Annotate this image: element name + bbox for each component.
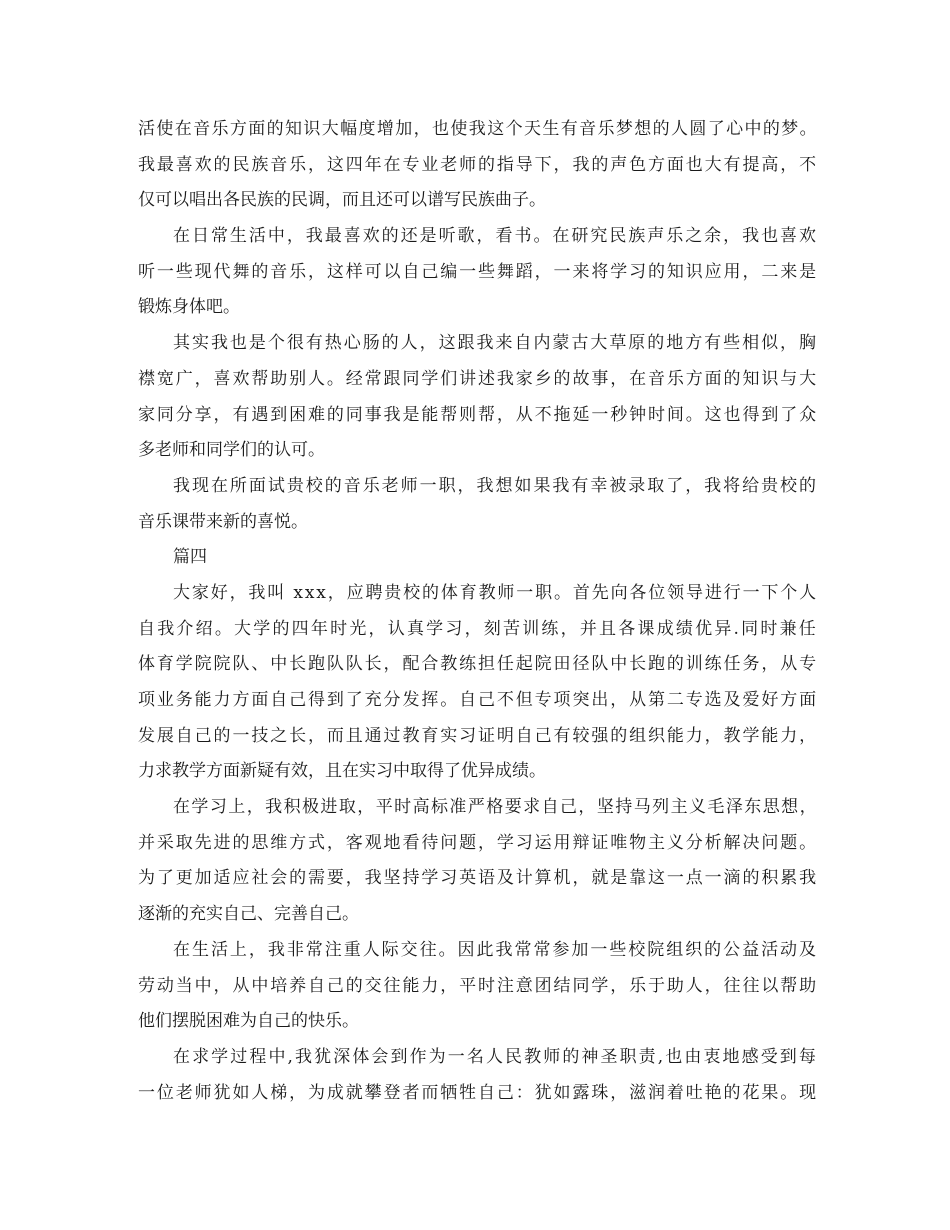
- text-line: 项业务能力方面自己得到了充分发挥。自己不但专项突出，从第二专选及爱好方面: [138, 690, 818, 710]
- text-line: 其实我也是个很有热心肠的人，这跟我来自内蒙古大草原的地方有些相似，胸: [173, 333, 818, 354]
- text-line: 我现在所面试贵校的音乐老师一职，我想如果我有幸被录取了，我将给贵校的: [173, 475, 818, 496]
- text-line: 劳动当中，从中培养自己的交往能力，平时注意团结同学，乐于助人，往往以帮助: [138, 975, 818, 996]
- text-line: 在学习上，我积极进取，平时高标准严格要求自己，坚持马列主义毛泽东思想，: [173, 797, 818, 818]
- text-line: 在日常生活中，我最喜欢的还是听歌，看书。在研究民族声乐之余，我也喜欢: [173, 226, 818, 247]
- text-line: 襟宽广，喜欢帮助别人。经常跟同学们讲述我家乡的故事，在音乐方面的知识与大: [138, 368, 818, 389]
- text-line: 为了更加适应社会的需要，我坚持学习英语及计算机，就是靠这一点一滴的积累我: [138, 868, 818, 889]
- text-line: 自我介绍。大学的四年时光，认真学习，刻苦训练，并且各课成绩优异.同时兼任: [138, 618, 818, 639]
- document-body: [138, 112, 818, 1111]
- text-line: 篇四: [173, 547, 207, 568]
- text-line: 在生活上，我非常注重人际交往。因此我常常参加一些校院组织的公益活动及: [173, 939, 818, 960]
- text-line: 在求学过程中,我犹深体会到作为一名人民教师的神圣职责,也由衷地感受到每: [173, 1046, 818, 1067]
- text-line: 音乐课带来新的喜悦。: [138, 511, 308, 532]
- text-line: 逐渐的充实自己、完善自己。: [138, 904, 359, 925]
- text-line: 仅可以唱出各民族的民调，而且还可以谱写民族曲子。: [138, 190, 546, 211]
- text-line: 发展自己的一技之长，而且通过教育实习证明自己有较强的组织能力，教学能力，: [138, 725, 818, 746]
- text-line: 锻炼身体吧。: [138, 297, 240, 318]
- text-line: 家同分享，有遇到困难的同事我是能帮则帮，从不拖延一秒钟时间。这也得到了众: [138, 404, 818, 425]
- text-line: 他们摆脱困难为自己的快乐。: [138, 1011, 359, 1032]
- text-line: 力求教学方面新疑有效，且在实习中取得了优异成绩。: [138, 761, 546, 782]
- text-line: 多老师和同学们的认可。: [138, 440, 325, 461]
- text-line: 大家好，我叫 xxx，应聘贵校的体育教师一职。首先向各位领导进行一下个人: [173, 582, 818, 603]
- text-line: 活使在音乐方面的知识大幅度增加，也使我这个天生有音乐梦想的人圆了心中的梦。: [138, 119, 818, 139]
- text-line: 体育学院院队、中长跑队队长，配合教练担任起院田径队中长跑的训练任务，从专: [138, 654, 818, 675]
- text-line: 听一些现代舞的音乐，这样可以自己编一些舞蹈，一来将学习的知识应用，二来是: [138, 261, 818, 282]
- text-line: 并采取先进的思维方式，客观地看待问题，学习运用辩证唯物主义分析解决问题。: [138, 832, 818, 853]
- text-line: 我最喜欢的民族音乐，这四年在专业老师的指导下，我的声色方面也大有提高，不: [138, 154, 818, 175]
- text-line: 一位老师犹如人梯，为成就攀登者而牺牲自己：犹如露珠，滋润着吐艳的花果。现: [138, 1082, 818, 1103]
